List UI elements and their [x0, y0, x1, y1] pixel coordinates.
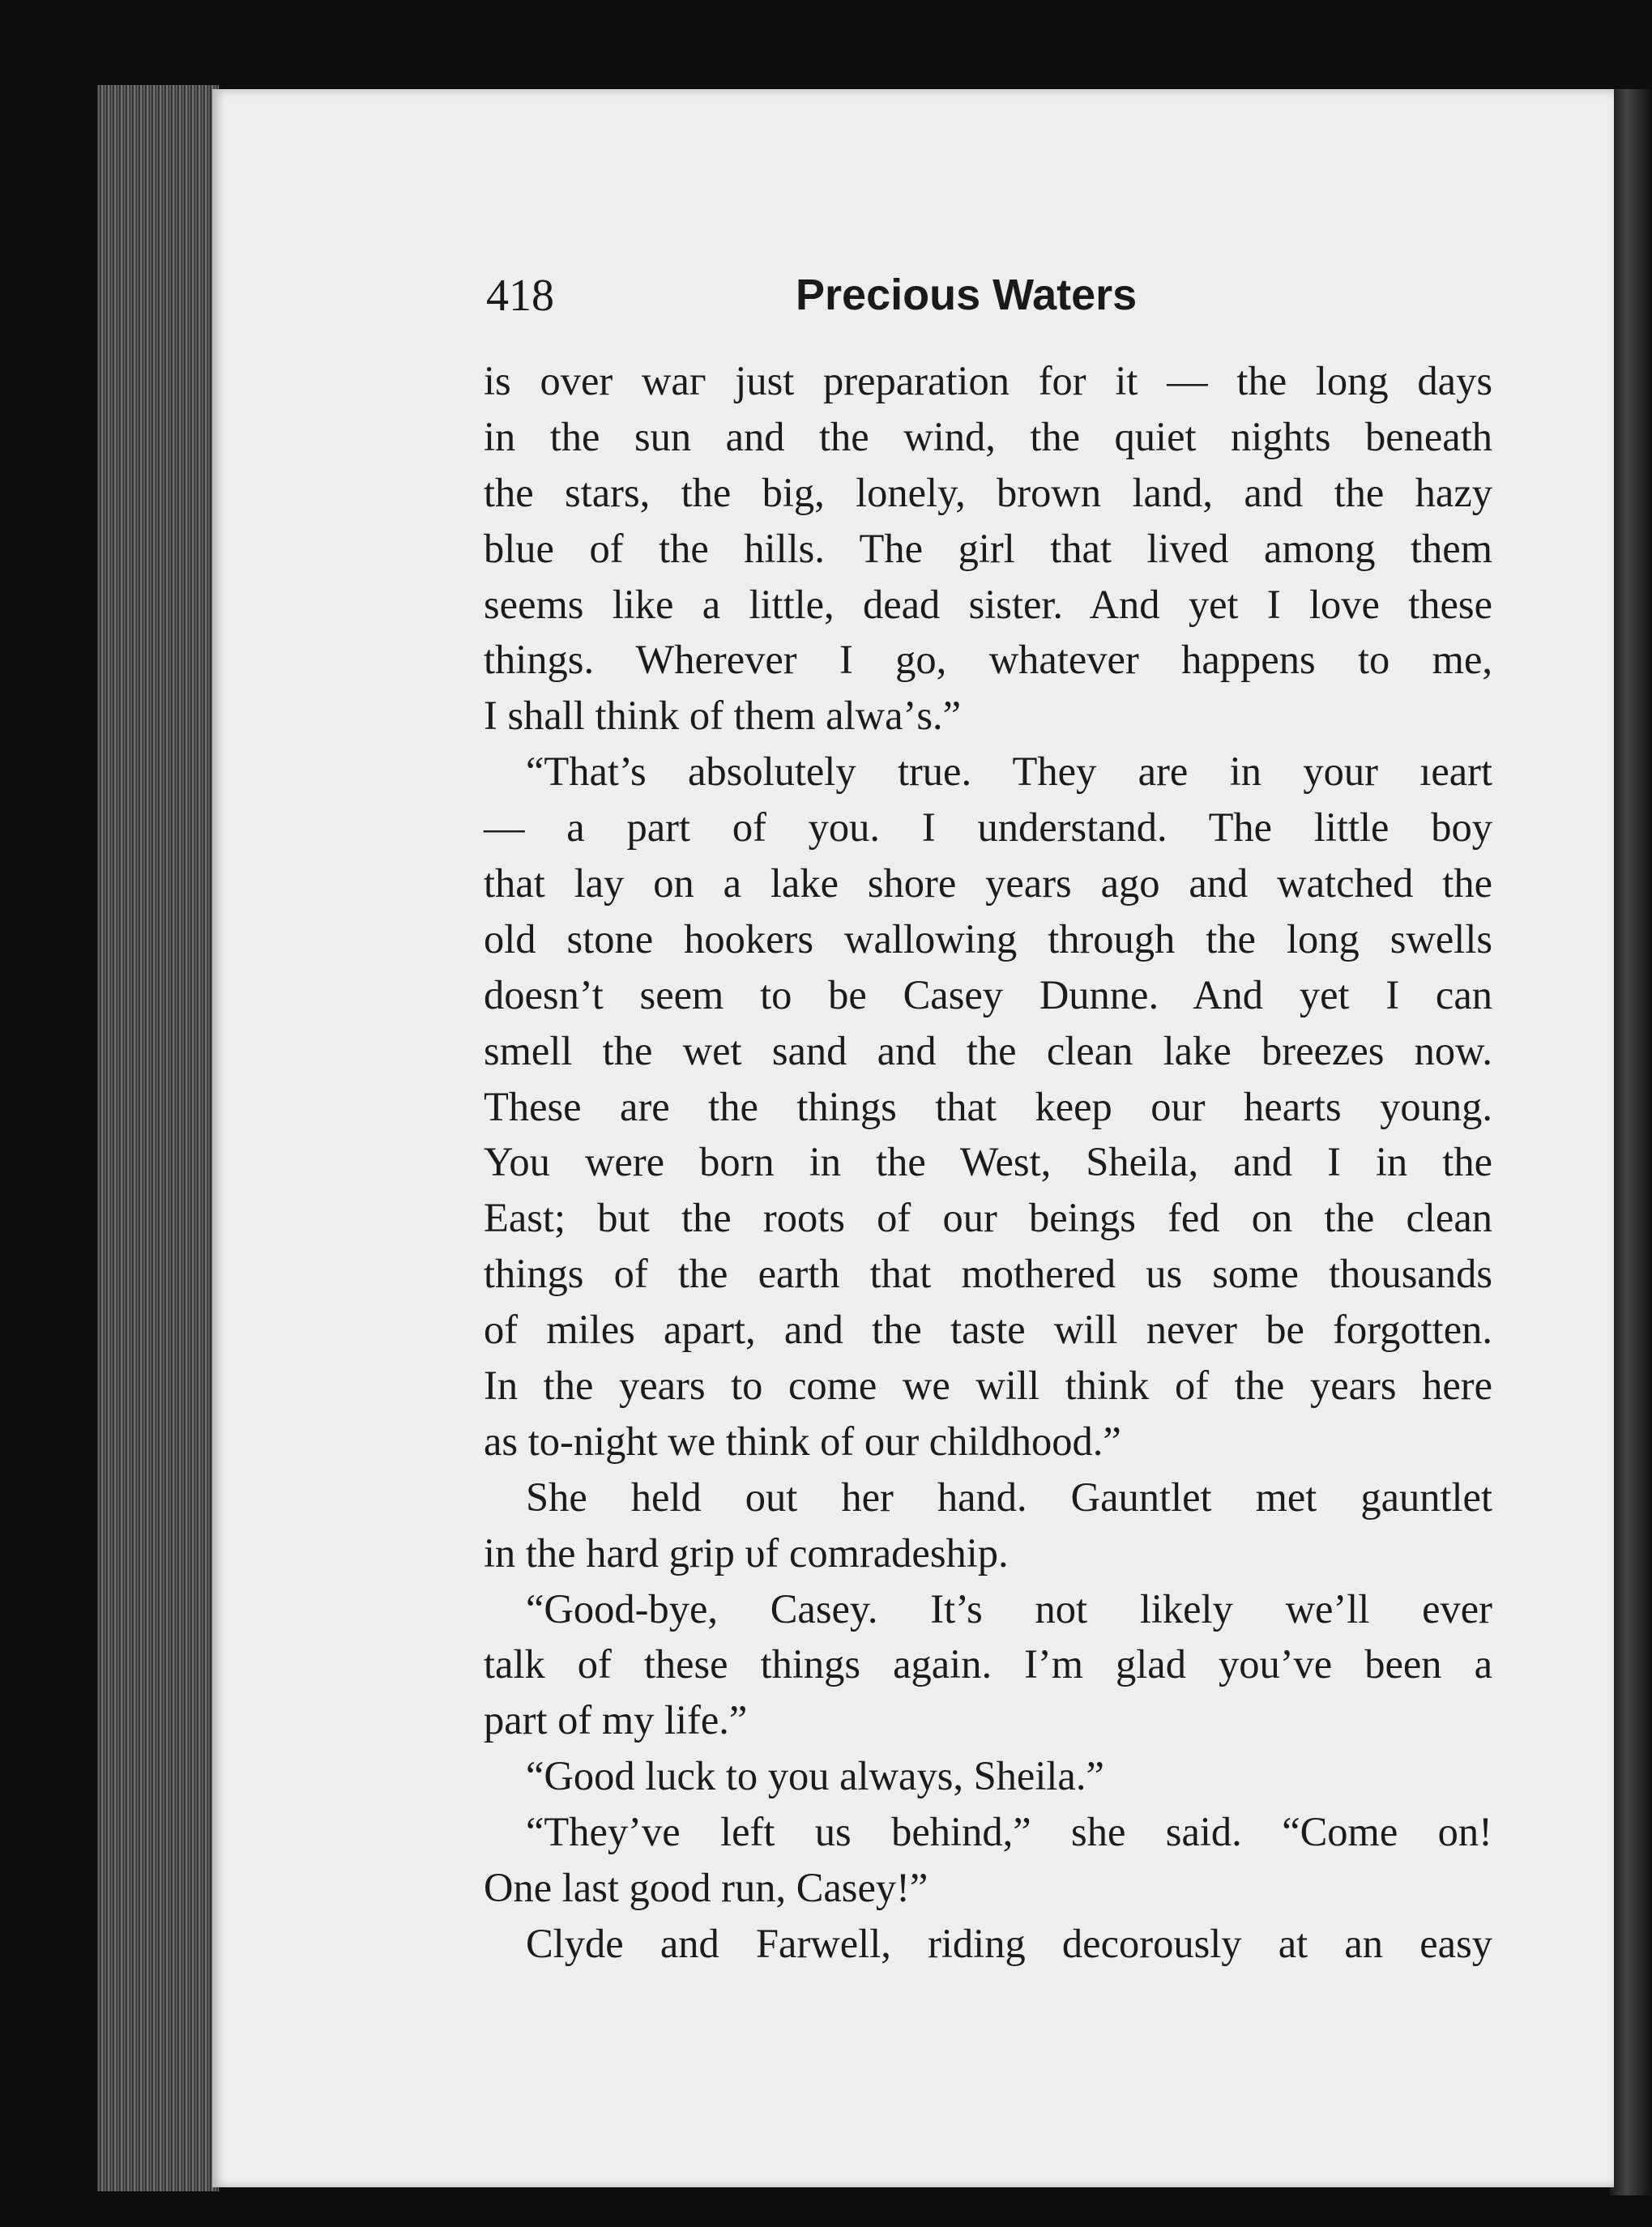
book-spine-edge — [97, 85, 219, 2191]
text-line: East; but the roots of our beings fed on the clean — [484, 1195, 1492, 1241]
text-line: things of the earth that mothered us some thousands — [484, 1251, 1492, 1297]
text-line: that lay on a lake shore years ago and watched the — [484, 860, 1492, 907]
text-line: the stars, the big, lonely, brown land, and the hazy — [484, 469, 1492, 515]
page-number: 418 — [486, 271, 554, 321]
text-line: “Good-bye, Casey. It’s not likely we’ll ever — [526, 1585, 1492, 1632]
text-line: as to-night we think of our childhood.” — [484, 1418, 1121, 1464]
text-line: things. Wherever I go, whatever happens to me, — [484, 637, 1492, 683]
text-line: smell the wet sand and the clean lake breezes now. — [484, 1027, 1492, 1073]
text-line: “Good luck to you always, Sheila.” — [526, 1753, 1104, 1799]
book-right-edge — [1610, 89, 1652, 2195]
text-line: “They’ve left us behind,” she said. “Come on! — [526, 1809, 1492, 1855]
text-line: One last good run, Casey!” — [484, 1865, 928, 1911]
text-line: seems like a little, dead sister. And yet I love these — [484, 581, 1492, 627]
text-line: You were born in the West, Sheila, and I in the — [484, 1139, 1492, 1185]
text-line: These are the things that keep our hearts young. — [484, 1083, 1492, 1129]
text-line: “That’s absolutely true. They are in your ıeart — [526, 749, 1492, 795]
text-line: Clyde and Farwell, riding decorously at an easy — [526, 1920, 1492, 1966]
text-line: in the hard grip υf comradeship. — [484, 1529, 1009, 1576]
text-line: doesn’t seem to be Casey Dunne. And yet I can — [484, 971, 1492, 1018]
text-line: blue of the hills. The girl that lived among them — [484, 525, 1492, 571]
text-line: of miles apart, and the taste will never be forgotten. — [484, 1307, 1492, 1353]
text-line: — a part of you. I understand. The little boy — [484, 804, 1492, 851]
text-line: I shall think of them alwaʼs.” — [484, 693, 962, 739]
text-line: in the sun and the wind, the quiet nights beneath — [484, 413, 1492, 459]
text-line: is over waг just preparation for it — the long days — [484, 358, 1492, 403]
text-line: old stone hookers wallowing through the long swells — [484, 915, 1492, 962]
text-line: In the years to come we will think of the years here — [484, 1363, 1492, 1409]
page-header — [486, 270, 1187, 326]
text-line: part of my life.” — [484, 1697, 748, 1743]
body-text — [484, 353, 1492, 1972]
text-line: talk of these things again. I’m glad you’ve been a — [484, 1641, 1492, 1687]
text-line: She held out her hand. Gauntlet met gauntlet — [526, 1474, 1492, 1520]
running-title: Precious Waters — [796, 271, 1138, 319]
